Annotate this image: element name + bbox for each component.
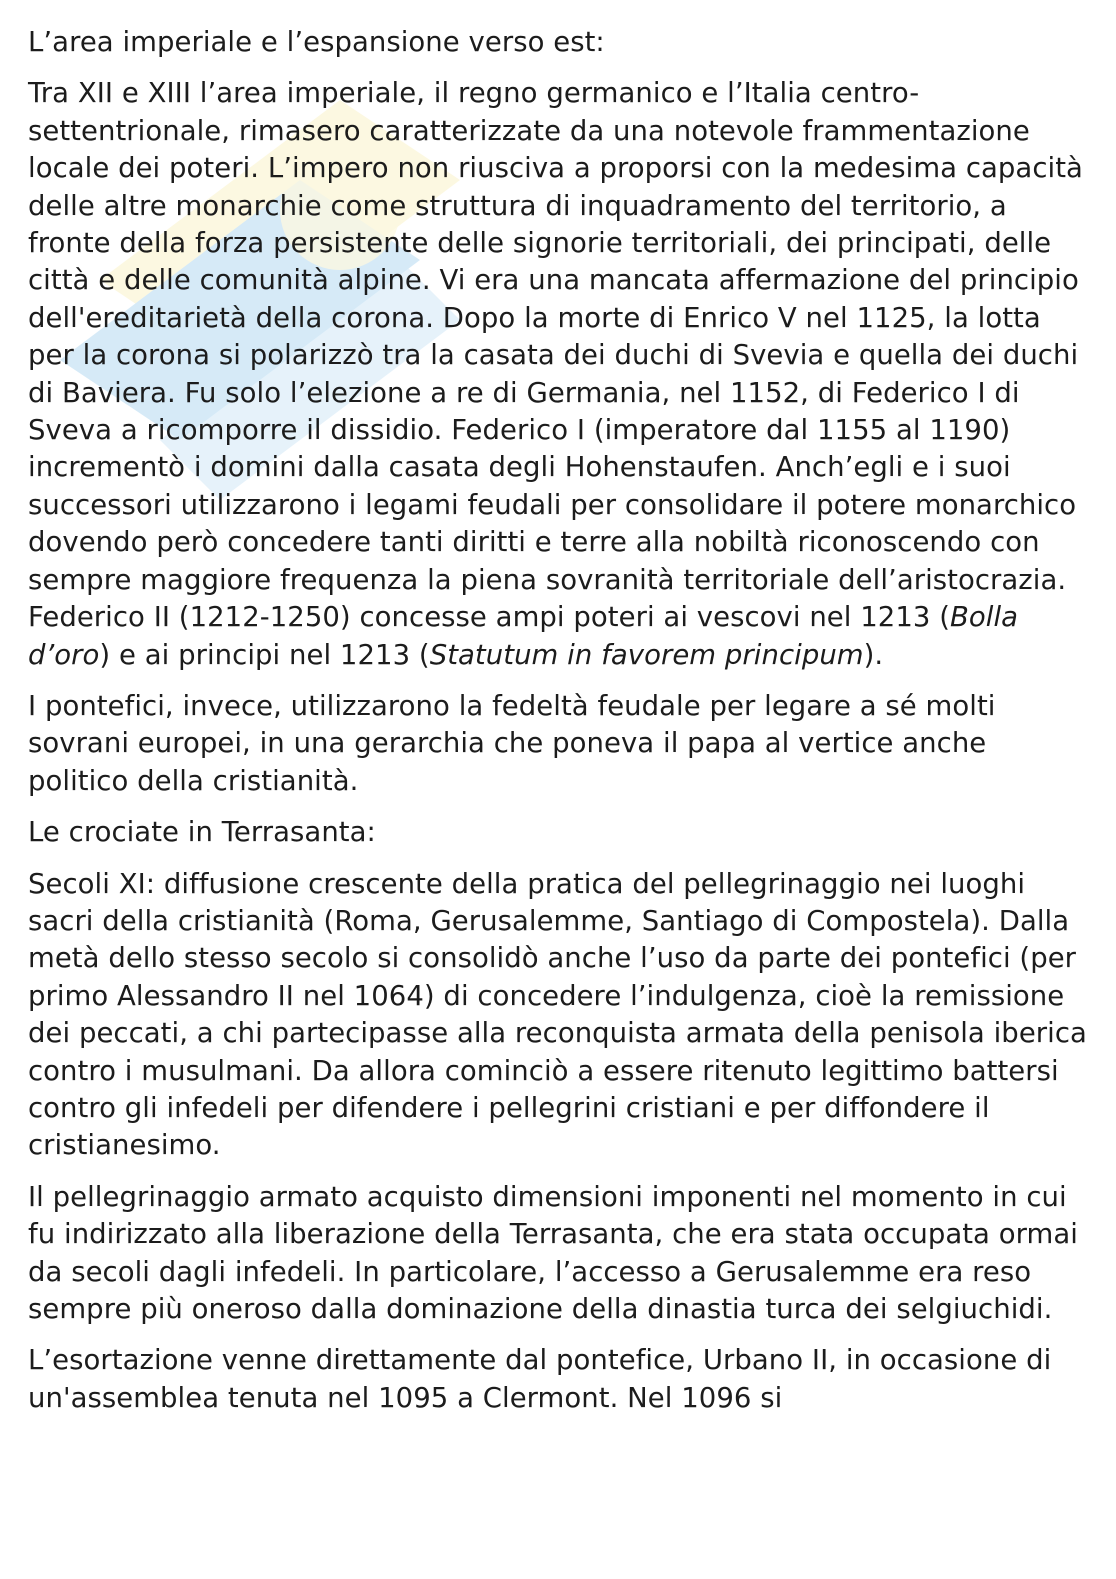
document-page [28,24,1088,1431]
paragraph-area-imperiale [28,75,1088,674]
paragraph-pontefici: I pontefici, invece, utilizzarono la fedeltà feudale per legare a sé molti sovrani europei, in una gerarchia che poneva il papa al vertice anche politico della cristianità. [28,689,996,797]
paragraph-text-c: ). [863,638,884,671]
paragraph-secoli-xi: Secoli XI: diffusione crescente della pratica del pellegrinaggio nei luoghi sacri della cristianità (Roma, Gerusalemme, Santiago di Compostela). Dalla metà dello stesso secolo si consolidò anche l’uso da parte dei pontefici (per primo Alessandro II nel 1064) di concedere l’indulgenza, cioè la remissione dei peccati, a chi partecipasse alla reconquista armata della penisola iberica contro i musulmani. Da allora cominciò a essere ritenuto legittimo battersi contro gli infedeli per difendere i pellegrini cristiani e per diffondere il cristianesimo. [28,867,1087,1162]
paragraph-pellegrinaggio-armato: Il pellegrinaggio armato acquisto dimensioni imponenti nel momento in cui fu indirizzato alla liberazione della Terrasanta, che era stata occupata ormai da secoli dagli infedeli. In particolare, l’accesso a Gerusalemme era reso sempre più oneroso dalla dominazione della dinastia turca dei selgiuchidi. [28,1180,1078,1325]
paragraph-esortazione: L’esortazione venne direttamente dal pontefice, Urbano II, in occasione di un'assemblea tenuta nel 1095 a Clermont. Nel 1096 si [28,1344,1052,1414]
italic-bolla-doro: Bolla d’oro [28,601,1019,671]
section-heading-crociate: Le crociate in Terrasanta: [28,816,376,849]
section-heading-area-imperiale: L’area imperiale e l’espansione verso est: [28,26,605,58]
paragraph-text-b: ) e ai principi nel 1213 ( [99,638,430,671]
italic-statutum: Statutum in favorem principum [429,638,864,671]
paragraph-text-a: Tra XII e XIII l’area imperiale, il regno germanico e l’Italia centro-settentrionale, rimasero caratterizzate da una notevole frammentazione locale dei poteri. L’impero non riusciva a proporsi con la medesima capacità delle altre monarchie come struttura di inquadramento del territorio, a fronte della forza persistente delle signorie territoriali, dei principati, delle città e delle comunità alpine. Vi era una mancata affermazione del principio dell'ereditarietà della corona. Dopo la morte di Enrico V nel 1125, la lotta per la corona si polarizzò tra la casata dei duchi di Svevia e quella dei duchi di Baviera. Fu solo l’elezione a re di Germania, nel 1152, di Federico I di Sveva a ricomporre il dissidio. Federico I (imperatore dal 1155 al 1190) incrementò i domini dalla casata degli Hohenstaufen. Anch’egli e i suoi successori utilizzarono i legami feudali per consolidare il potere monarchico dovendo però concedere tanti diritti e terre alla nobiltà riconoscendo con sempre maggiore frequenza la piena sovranità territoriale dell’aristocrazia. Federico II (1212-1250) concesse ampi poteri ai vescovi nel 1213 ( [28,77,1083,634]
